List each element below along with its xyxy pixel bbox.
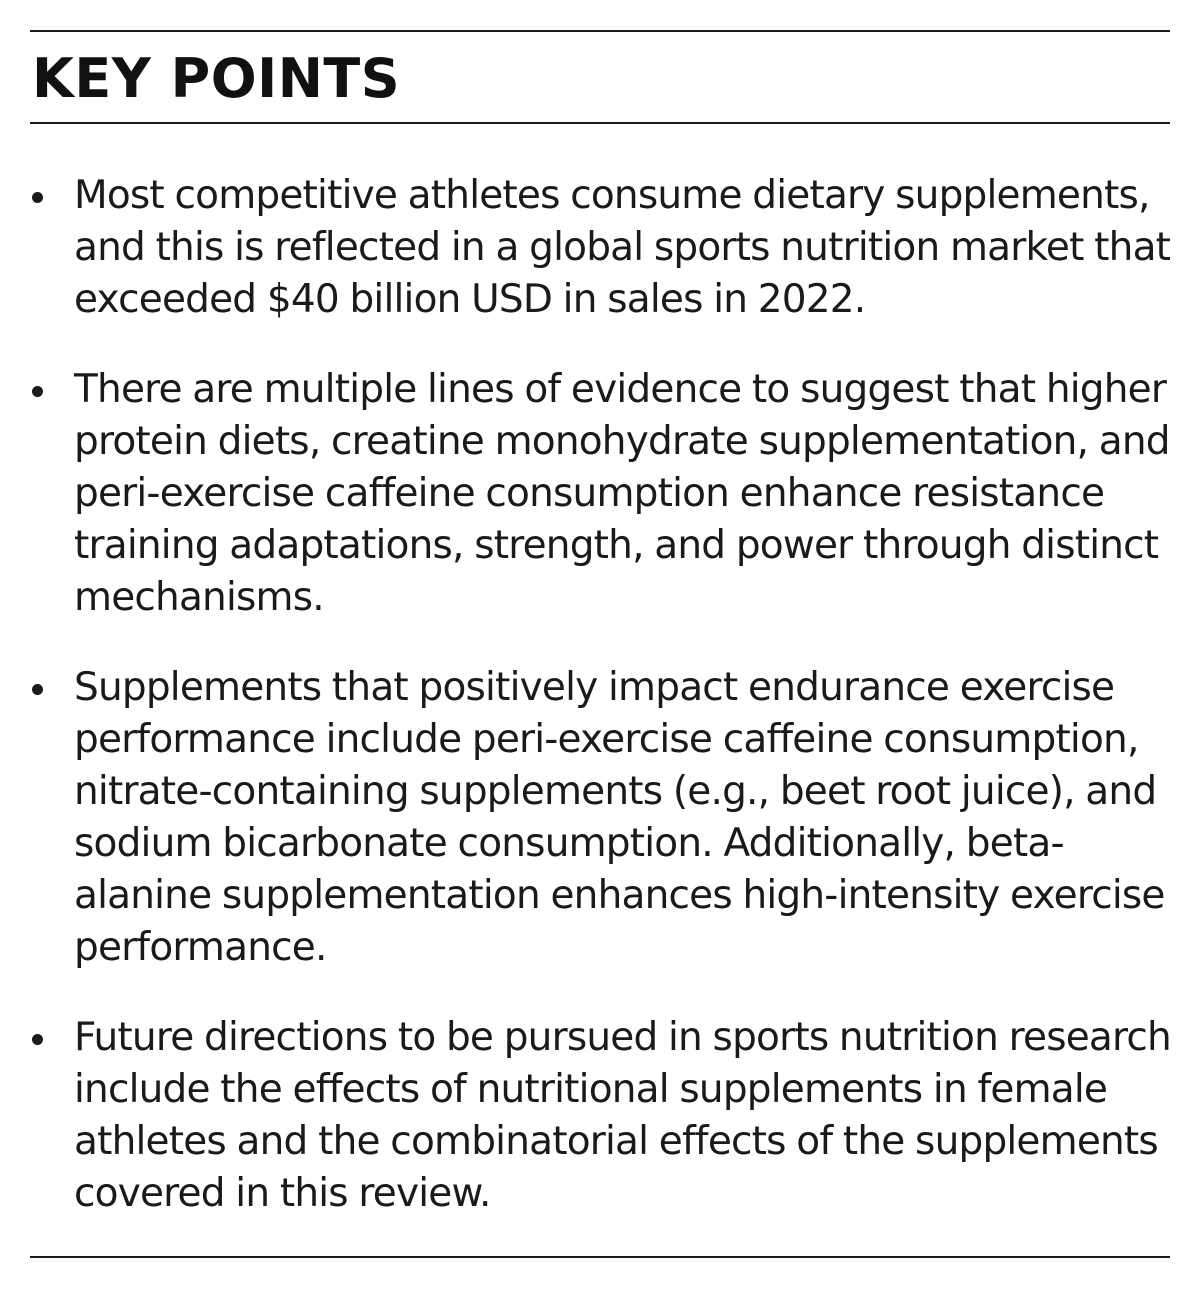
section-heading: KEY POINTS <box>32 47 401 110</box>
key-point-item <box>30 662 1180 974</box>
key-points-list <box>30 170 1180 1258</box>
bullet-icon <box>32 192 43 203</box>
key-point-text: Future directions to be pursued in sports nutrition research include the effects of nutritional supplements in female athletes and the combinatorial effects of the supplements covered in this review. <box>74 1015 1171 1216</box>
bullet-icon <box>32 684 43 695</box>
key-point-text: There are multiple lines of evidence to suggest that higher protein diets, creatine monohydrate supplementation, and peri-exercise caffeine consumption enhance resistance training adaptations, strength, and power through distinct mechanisms. <box>74 367 1170 620</box>
key-point-item <box>30 364 1180 624</box>
key-point-text: Supplements that positively impact endurance exercise performance include peri-exercise caffeine consumption, nitrate-containing supplements (e.g., beet root juice), and sodium bicarbonate consumption. Additionally, beta-alanine supplementation enhances high-intensity exercise performance. <box>74 665 1165 970</box>
key-point-item <box>30 170 1180 326</box>
bullet-icon <box>32 386 43 397</box>
bullet-icon <box>32 1034 43 1045</box>
heading-divider <box>30 122 1170 124</box>
key-point-text: Most competitive athletes consume dietary supplements, and this is reflected in a global sports nutrition market that exceeded $40 billion USD in sales in 2022. <box>74 173 1171 322</box>
top-divider <box>30 30 1170 32</box>
key-point-item <box>30 1012 1180 1220</box>
bottom-divider <box>30 1256 1170 1258</box>
